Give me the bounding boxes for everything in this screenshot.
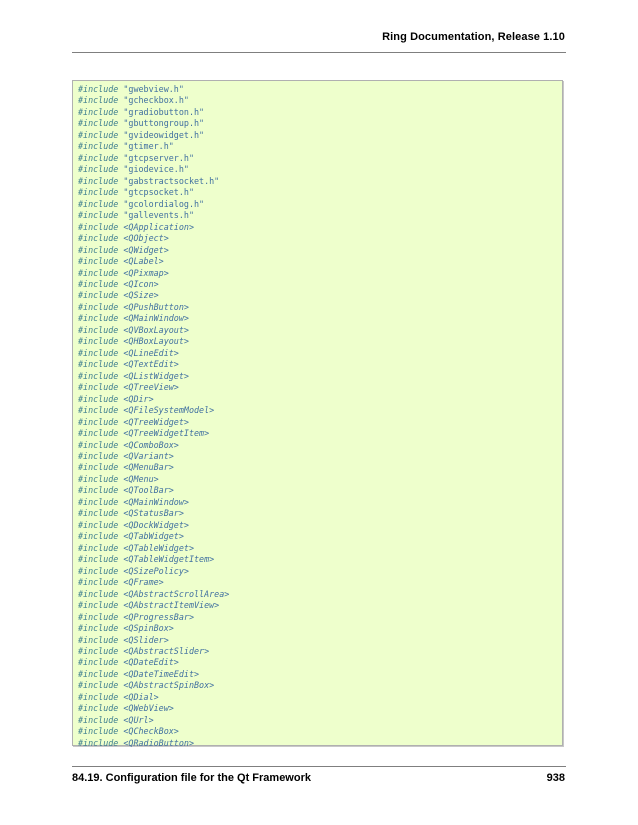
include-directive: #include <box>78 210 119 221</box>
include-directive: #include <box>78 577 119 588</box>
header-divider <box>72 52 566 53</box>
include-target: "gtcpserver.h" <box>123 152 194 163</box>
code-line <box>78 130 229 141</box>
include-target: <QMainWindow> <box>123 313 189 324</box>
include-target: "gbuttongroup.h" <box>123 118 205 129</box>
code-line <box>78 336 229 347</box>
include-directive: #include <box>78 313 119 324</box>
code-line <box>78 577 229 588</box>
include-directive: #include <box>78 164 119 175</box>
include-directive: #include <box>78 129 119 140</box>
code-line <box>78 680 229 691</box>
include-directive: #include <box>78 737 119 748</box>
code-line <box>78 531 229 542</box>
include-target: "gcheckbox.h" <box>123 95 189 106</box>
include-target: "gvideowidget.h" <box>123 129 205 140</box>
code-line <box>78 462 229 473</box>
code-line <box>78 84 229 95</box>
code-line <box>78 417 229 428</box>
code-listing <box>78 84 229 749</box>
code-line <box>78 233 229 244</box>
include-directive: #include <box>78 233 119 244</box>
include-target: <QDir> <box>123 393 154 404</box>
code-line <box>78 485 229 496</box>
include-directive: #include <box>78 267 119 278</box>
include-directive: #include <box>78 141 119 152</box>
include-target: <QSpinBox> <box>123 623 174 634</box>
code-line <box>78 600 229 611</box>
code-line <box>78 222 229 233</box>
code-line <box>78 141 229 152</box>
code-line <box>78 279 229 290</box>
include-directive: #include <box>78 336 119 347</box>
footer-divider <box>72 766 566 767</box>
code-line <box>78 474 229 485</box>
code-line <box>78 543 229 554</box>
include-target: <QTableWidgetItem> <box>123 554 215 565</box>
include-directive: #include <box>78 290 119 301</box>
code-line <box>78 268 229 279</box>
include-directive: #include <box>78 657 119 668</box>
code-line <box>78 256 229 267</box>
include-target: <QLabel> <box>123 256 164 267</box>
code-line <box>78 703 229 714</box>
include-directive: #include <box>78 198 119 209</box>
include-directive: #include <box>78 324 119 335</box>
code-line <box>78 394 229 405</box>
include-target: <QFileSystemModel> <box>123 405 215 416</box>
include-directive: #include <box>78 565 119 576</box>
code-line <box>78 153 229 164</box>
include-target: <QProgressBar> <box>123 611 194 622</box>
include-target: <QDockWidget> <box>123 519 189 530</box>
include-directive: #include <box>78 428 119 439</box>
code-line <box>78 566 229 577</box>
include-target: <QTextEdit> <box>123 359 179 370</box>
code-line <box>78 554 229 565</box>
include-target: <QIcon> <box>123 278 159 289</box>
include-directive: #include <box>78 531 119 542</box>
code-line <box>78 726 229 737</box>
code-line <box>78 635 229 646</box>
include-directive: #include <box>78 691 119 702</box>
include-directive: #include <box>78 347 119 358</box>
include-target: "gwebview.h" <box>123 84 184 94</box>
include-target: <QAbstractSlider> <box>123 645 210 656</box>
include-target: <QToolBar> <box>123 485 174 496</box>
include-directive: #include <box>78 703 119 714</box>
include-target: <QVBoxLayout> <box>123 324 189 335</box>
footer-section-title: 84.19. Configuration file for the Qt Framework <box>72 772 311 784</box>
page-header-title: Ring Documentation, Release 1.10 <box>382 31 565 43</box>
include-target: <QApplication> <box>123 221 194 232</box>
include-directive: #include <box>78 588 119 599</box>
code-line <box>78 428 229 439</box>
include-target: <QAbstractItemView> <box>123 600 220 611</box>
code-line <box>78 646 229 657</box>
code-line <box>78 715 229 726</box>
include-directive: #include <box>78 301 119 312</box>
code-line <box>78 313 229 324</box>
include-target: <QAbstractSpinBox> <box>123 680 215 691</box>
include-directive: #include <box>78 542 119 553</box>
include-target: <QTabWidget> <box>123 531 184 542</box>
include-directive: #include <box>78 462 119 473</box>
include-directive: #include <box>78 370 119 381</box>
include-directive: #include <box>78 496 119 507</box>
code-line <box>78 107 229 118</box>
include-target: <QComboBox> <box>123 439 179 450</box>
code-line <box>78 520 229 531</box>
include-target: <QTreeWidget> <box>123 416 189 427</box>
include-target: "gallevents.h" <box>123 210 194 221</box>
code-block <box>72 80 563 746</box>
include-directive: #include <box>78 485 119 496</box>
include-directive: #include <box>78 451 119 461</box>
code-line <box>78 657 229 668</box>
include-target: <QPushButton> <box>123 301 189 312</box>
include-target: <QTableWidget> <box>123 542 194 553</box>
include-directive: #include <box>78 84 119 94</box>
include-target: <QWebView> <box>123 703 174 714</box>
include-target: <QTreeView> <box>123 382 179 393</box>
include-directive: #include <box>78 726 119 737</box>
code-line <box>78 95 229 106</box>
include-directive: #include <box>78 714 119 725</box>
code-line <box>78 669 229 680</box>
include-directive: #include <box>78 600 119 611</box>
include-target: <QDateEdit> <box>123 657 179 668</box>
code-line <box>78 348 229 359</box>
include-directive: #include <box>78 278 119 289</box>
code-line <box>78 164 229 175</box>
page-number: 938 <box>546 772 565 784</box>
include-directive: #include <box>78 623 119 634</box>
code-line <box>78 589 229 600</box>
include-target: <QDial> <box>123 691 159 702</box>
code-line <box>78 245 229 256</box>
include-target: <QLineEdit> <box>123 347 179 358</box>
include-directive: #include <box>78 221 119 232</box>
include-target: <QMainWindow> <box>123 496 189 507</box>
include-target: "gcolordialog.h" <box>123 198 205 209</box>
code-line <box>78 440 229 451</box>
code-line <box>78 302 229 313</box>
code-line <box>78 738 229 749</box>
include-directive: #include <box>78 382 119 393</box>
include-directive: #include <box>78 244 119 255</box>
code-line <box>78 382 229 393</box>
include-target: "giodevice.h" <box>123 164 189 175</box>
include-target: <QDateTimeEdit> <box>123 668 200 679</box>
include-directive: #include <box>78 393 119 404</box>
include-directive: #include <box>78 95 119 106</box>
code-line <box>78 210 229 221</box>
include-directive: #include <box>78 439 119 450</box>
include-target: <QHBoxLayout> <box>123 336 189 347</box>
include-directive: #include <box>78 508 119 519</box>
include-directive: #include <box>78 106 119 117</box>
include-target: <QFrame> <box>123 577 164 588</box>
include-directive: #include <box>78 416 119 427</box>
include-directive: #include <box>78 634 119 645</box>
code-line <box>78 290 229 301</box>
include-directive: #include <box>78 668 119 679</box>
include-directive: #include <box>78 645 119 656</box>
include-target: <QSizePolicy> <box>123 565 189 576</box>
include-target: <QListWidget> <box>123 370 189 381</box>
code-line <box>78 199 229 210</box>
include-directive: #include <box>78 118 119 129</box>
include-target: <QVariant> <box>123 451 174 461</box>
code-line <box>78 187 229 198</box>
include-target: <QTreeWidgetItem> <box>123 428 210 439</box>
code-line <box>78 176 229 187</box>
code-line <box>78 497 229 508</box>
include-target: <QObject> <box>123 233 169 244</box>
include-directive: #include <box>78 152 119 163</box>
include-directive: #include <box>78 554 119 565</box>
include-target: "gradiobutton.h" <box>123 106 205 117</box>
include-directive: #include <box>78 519 119 530</box>
include-target: <QMenu> <box>123 473 159 484</box>
code-line <box>78 118 229 129</box>
include-directive: #include <box>78 405 119 416</box>
include-directive: #include <box>78 359 119 370</box>
include-directive: #include <box>78 611 119 622</box>
code-line <box>78 451 229 462</box>
include-target: "gabstractsocket.h" <box>123 175 220 186</box>
include-target: <QWidget> <box>123 244 169 255</box>
code-line <box>78 692 229 703</box>
code-line <box>78 405 229 416</box>
code-line <box>78 325 229 336</box>
include-directive: #include <box>78 187 119 198</box>
code-line <box>78 359 229 370</box>
include-target: "gtcpsocket.h" <box>123 187 194 198</box>
include-directive: #include <box>78 473 119 484</box>
include-target: <QAbstractScrollArea> <box>123 588 230 599</box>
code-line <box>78 371 229 382</box>
include-target: <QSlider> <box>123 634 169 645</box>
code-line <box>78 623 229 634</box>
include-target: <QSize> <box>123 290 159 301</box>
include-target: <QUrl> <box>123 714 154 725</box>
include-target: <QCheckBox> <box>123 726 179 737</box>
code-line <box>78 612 229 623</box>
include-directive: #include <box>78 175 119 186</box>
include-directive: #include <box>78 680 119 691</box>
include-target: "gtimer.h" <box>123 141 174 152</box>
code-line <box>78 508 229 519</box>
include-target: <QPixmap> <box>123 267 169 278</box>
include-target: <QMenuBar> <box>123 462 174 473</box>
include-target: <QStatusBar> <box>123 508 184 519</box>
include-directive: #include <box>78 256 119 267</box>
include-target: <QRadioButton> <box>123 737 194 748</box>
